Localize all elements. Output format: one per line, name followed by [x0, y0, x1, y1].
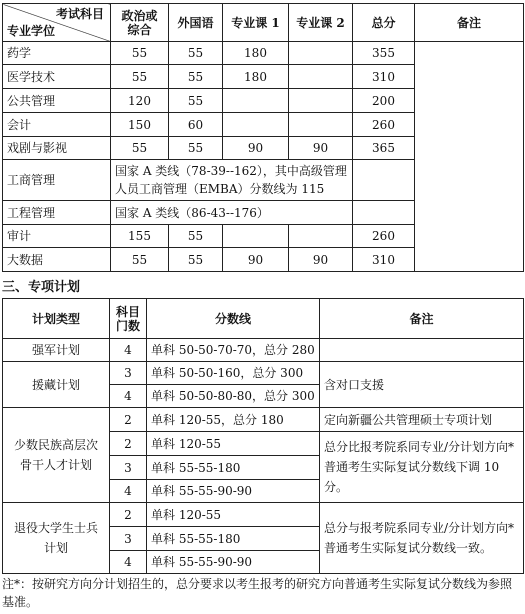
header-plan-type: 计划类型 — [3, 299, 110, 339]
cell-merged-note: 国家 A 类线（78-39--162），其中高级管理人员工商管理（EMBA）分数线为 115 — [111, 160, 353, 201]
subject-count: 4 — [110, 551, 147, 574]
cell-foreign: 55 — [169, 42, 223, 65]
cell-foreign: 55 — [169, 225, 223, 248]
cell-politics: 55 — [111, 248, 169, 272]
cell-politics: 55 — [111, 137, 169, 160]
cell-politics: 55 — [111, 65, 169, 89]
cell-subject2 — [289, 89, 353, 113]
subject-count: 2 — [110, 408, 147, 432]
diagonal-header-cell — [3, 4, 111, 42]
score-line: 单科 55-55-180 — [147, 527, 320, 551]
cell-total: 260 — [353, 113, 415, 137]
footnote: 注*：按研究方向分计划招生的，总分要求以考生报考的研究方向普通考生实际复试分数线为参照基准。 — [2, 577, 513, 609]
subject-count: 2 — [110, 503, 147, 527]
cell-politics: 155 — [111, 225, 169, 248]
plan-type: 援藏计划 — [3, 362, 110, 408]
row-name: 戏剧与影视 — [3, 137, 111, 160]
cell-foreign: 55 — [169, 65, 223, 89]
cell-subject1 — [223, 225, 289, 248]
cell-foreign: 55 — [169, 89, 223, 113]
table-row — [3, 503, 524, 527]
header-degree: 专业学位 — [7, 24, 56, 38]
table-row — [3, 42, 524, 65]
cell-total: 310 — [353, 248, 415, 272]
score-line: 单科 55-55-90-90 — [147, 551, 320, 574]
row-name: 审计 — [3, 225, 111, 248]
header-remark: 备注 — [415, 4, 524, 42]
remark: 含对口支援 — [320, 362, 524, 408]
subject-count: 3 — [110, 456, 147, 480]
cell-foreign: 60 — [169, 113, 223, 137]
remark — [320, 339, 524, 362]
cell-subject1: 180 — [223, 42, 289, 65]
score-line: 单科 120-55 — [147, 503, 320, 527]
plan-type: 强军计划 — [3, 339, 110, 362]
cell-subject2 — [289, 225, 353, 248]
remark: 总分与报考院系同专业/分计划方向*普通考生实际复试分数线一致。 — [320, 503, 524, 574]
cell-politics: 120 — [111, 89, 169, 113]
subject-count: 4 — [110, 385, 147, 408]
table-row — [3, 339, 524, 362]
header-remark: 备注 — [320, 299, 524, 339]
plan-type: 少数民族高层次骨干人才计划 — [3, 408, 110, 503]
cell-total: 200 — [353, 89, 415, 113]
cell-politics: 150 — [111, 113, 169, 137]
subject-count: 2 — [110, 432, 147, 456]
cell-subject1 — [223, 89, 289, 113]
cell-total — [353, 201, 415, 225]
cell-subject1: 90 — [223, 137, 289, 160]
cell-subject2: 90 — [289, 248, 353, 272]
special-plan-table — [2, 298, 524, 574]
header-politics: 政治或综合 — [111, 4, 169, 42]
score-table — [2, 3, 524, 272]
subject-count: 3 — [110, 362, 147, 385]
score-line: 单科 50-50-70-70，总分 280 — [147, 339, 320, 362]
cell-foreign: 55 — [169, 137, 223, 160]
table-header-row — [3, 299, 524, 339]
cell-merged-note: 国家 A 类线（86-43--176） — [111, 201, 353, 225]
subject-count: 3 — [110, 527, 147, 551]
remark: 定向新疆公共管理硕士专项计划 — [320, 408, 524, 432]
cell-total: 260 — [353, 225, 415, 248]
plan-type: 退役大学生士兵计划 — [3, 503, 110, 574]
header-total: 总分 — [353, 4, 415, 42]
row-name: 药学 — [3, 42, 111, 65]
header-subject2: 专业课 2 — [289, 4, 353, 42]
cell-remark — [415, 42, 524, 272]
table-row — [3, 362, 524, 385]
row-name: 公共管理 — [3, 89, 111, 113]
cell-total: 355 — [353, 42, 415, 65]
row-name: 会计 — [3, 113, 111, 137]
cell-subject2 — [289, 65, 353, 89]
score-line: 单科 55-55-90-90 — [147, 480, 320, 503]
cell-total: 365 — [353, 137, 415, 160]
score-line: 单科 50-50-80-80，总分 300 — [147, 385, 320, 408]
cell-subject2 — [289, 113, 353, 137]
cell-foreign: 55 — [169, 248, 223, 272]
row-name: 工程管理 — [3, 201, 111, 225]
score-line: 单科 120-55，总分 180 — [147, 408, 320, 432]
score-line: 单科 55-55-180 — [147, 456, 320, 480]
cell-total: 310 — [353, 65, 415, 89]
header-subject-count: 科目门数 — [110, 299, 147, 339]
cell-subject1: 180 — [223, 65, 289, 89]
subject-count: 4 — [110, 480, 147, 503]
section-title: 三、专项计划 — [2, 280, 81, 295]
cell-subject2 — [289, 42, 353, 65]
cell-subject2: 90 — [289, 137, 353, 160]
cell-subject1: 90 — [223, 248, 289, 272]
cell-politics: 55 — [111, 42, 169, 65]
remark: 总分比报考院系同专业/分计划方向*普通考生实际复试分数线下调 10 分。 — [320, 432, 524, 503]
header-subjects: 考试科目 — [55, 7, 104, 21]
cell-subject1 — [223, 113, 289, 137]
row-name: 医学技术 — [3, 65, 111, 89]
table-header-row — [3, 4, 524, 42]
header-score-line: 分数线 — [147, 299, 320, 339]
score-line: 单科 50-50-160，总分 300 — [147, 362, 320, 385]
cell-total — [353, 160, 415, 201]
subject-count: 4 — [110, 339, 147, 362]
table-row — [3, 408, 524, 432]
header-foreign: 外国语 — [169, 4, 223, 42]
header-subject1: 专业课 1 — [223, 4, 289, 42]
row-name: 大数据 — [3, 248, 111, 272]
row-name: 工商管理 — [3, 160, 111, 201]
score-line: 单科 120-55 — [147, 432, 320, 456]
